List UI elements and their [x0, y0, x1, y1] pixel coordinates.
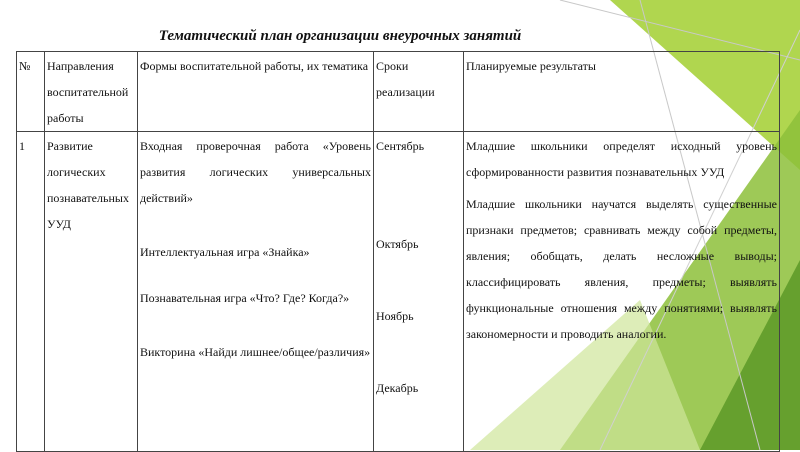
term-4: Декабрь: [376, 381, 419, 395]
term-3: Ноябрь: [376, 309, 414, 323]
table-header-row: [17, 52, 780, 132]
header-forms: Формы воспитательной работы, их тематика: [138, 52, 374, 132]
plan-table: [16, 51, 780, 452]
header-results: Планируемые результаты: [464, 52, 780, 132]
form-item-1: Входная проверочная работа «Уровень развития логических универсальных действий»: [140, 139, 371, 205]
form-item-4: Викторина «Найди лишнее/общее/различия»: [140, 345, 371, 359]
row-forms: [138, 132, 374, 452]
row-terms: [374, 132, 464, 452]
header-direction: Направления воспитательной работы: [45, 52, 138, 132]
term-1: Сентябрь: [376, 139, 425, 153]
row-num: 1: [17, 132, 45, 452]
row-direction: Развитие логических познавательных УУД: [45, 132, 138, 452]
row-results: [464, 132, 780, 452]
page-title: Тематический план организации внеурочных занятий: [158, 28, 522, 44]
form-item-3: Познавательная игра «Что? Где? Когда?»: [140, 291, 350, 305]
result-item-2: Младшие школьники научатся выделять существенные признаки предметов; сравнивать между собой предметы, явления; обобщать, делать несложные выводы; классифицировать явления, предметы; выявлять функциональные отношения между понятиями; выявлять закономерности и проводить аналогии.: [466, 197, 777, 341]
table-row: [17, 132, 780, 452]
header-terms: Сроки реализации: [374, 52, 464, 132]
result-item-1: Младшие школьники определят исходный уровень сформированности развития познавательных УУД: [466, 139, 777, 179]
term-2: Октябрь: [376, 237, 419, 251]
form-item-2: Интеллектуальная игра «Знайка»: [140, 245, 310, 259]
header-num: №: [17, 52, 45, 132]
